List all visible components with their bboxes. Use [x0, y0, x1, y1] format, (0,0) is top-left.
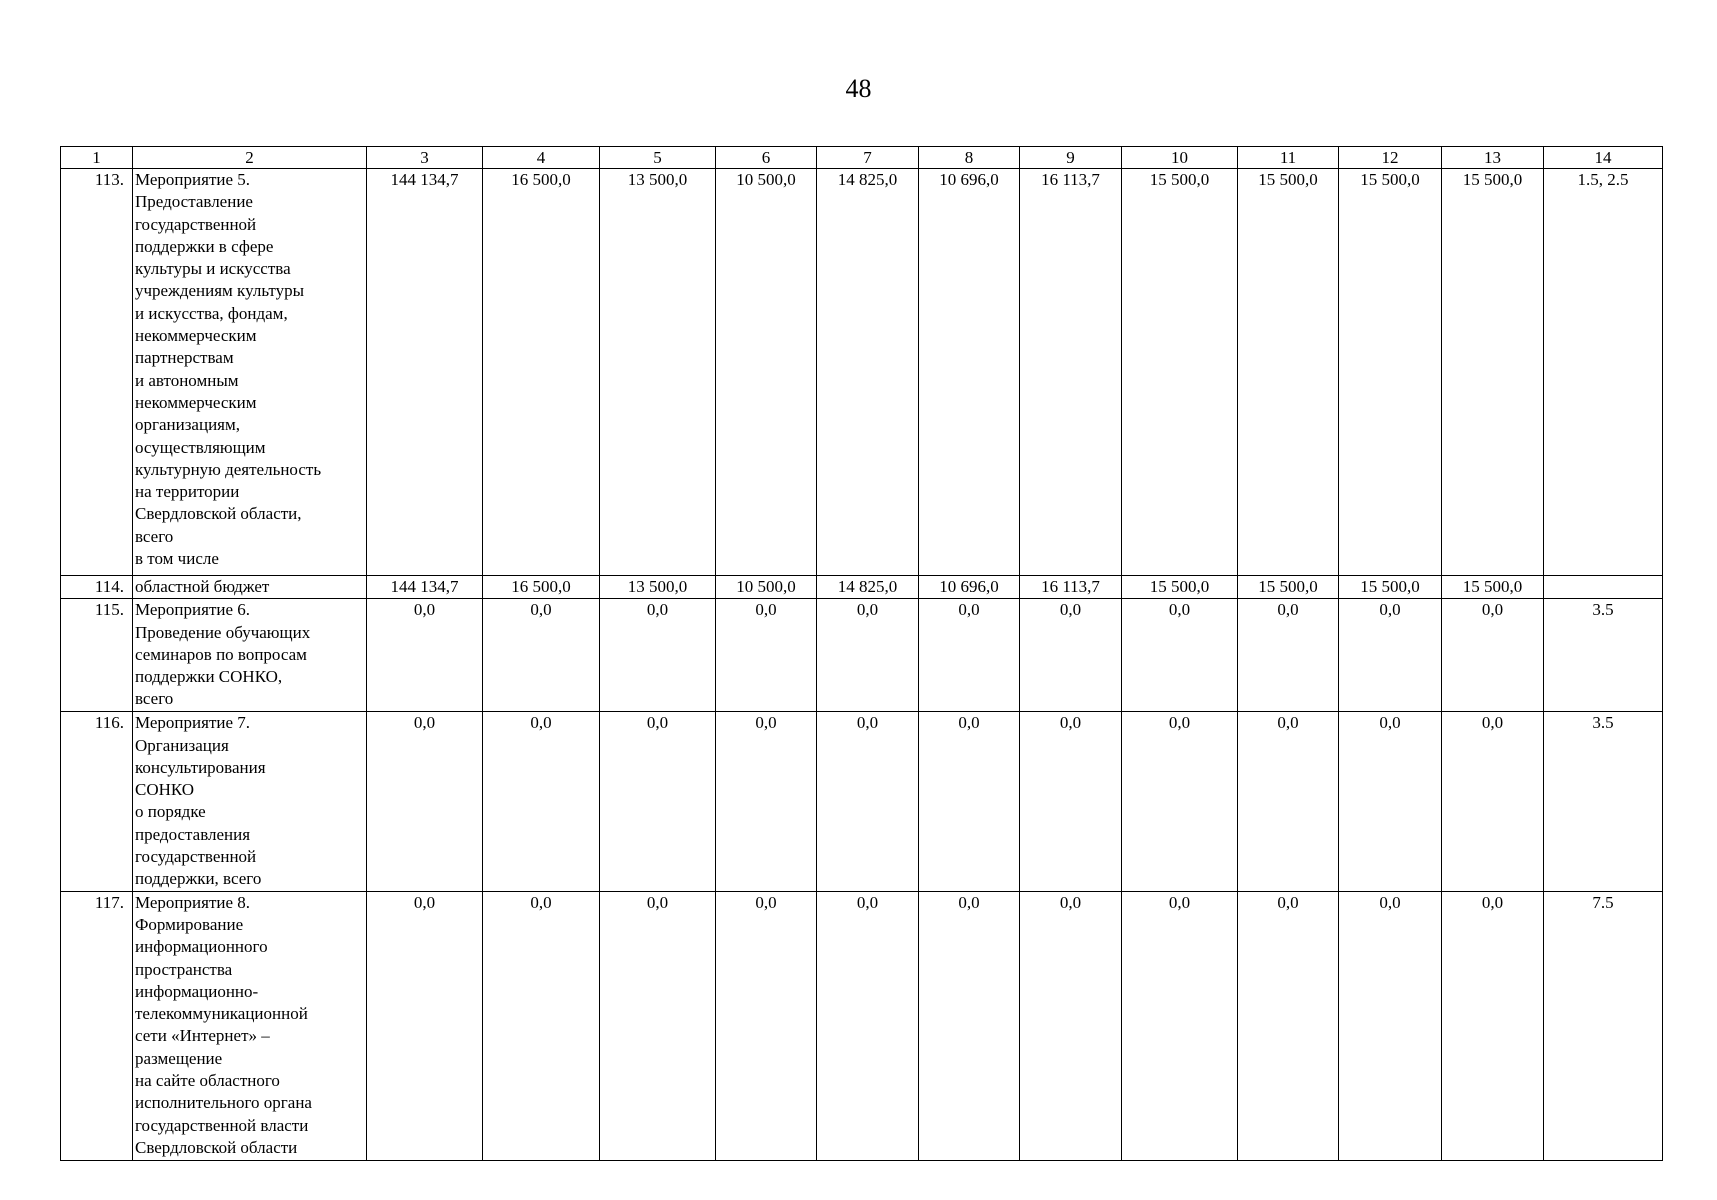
value-cell: 144 134,7 [367, 576, 483, 599]
column-number-row [61, 147, 1663, 169]
target-indicator-cell: 3.5 [1544, 712, 1663, 891]
column-header: 11 [1238, 147, 1339, 169]
target-indicator-cell [1544, 576, 1663, 599]
value-cell: 13 500,0 [600, 169, 716, 576]
value-cell: 0,0 [1238, 599, 1339, 712]
row-number: 114. [61, 576, 133, 599]
value-cell: 0,0 [1122, 891, 1238, 1160]
row-description: областной бюджет [133, 576, 367, 599]
value-cell: 0,0 [716, 712, 817, 891]
value-cell: 0,0 [919, 599, 1020, 712]
value-cell: 0,0 [1020, 712, 1122, 891]
table-row [61, 712, 1663, 891]
value-cell: 0,0 [1122, 599, 1238, 712]
column-header: 8 [919, 147, 1020, 169]
column-header: 7 [817, 147, 919, 169]
column-header: 3 [367, 147, 483, 169]
value-cell: 0,0 [483, 891, 600, 1160]
value-cell: 10 500,0 [716, 169, 817, 576]
value-cell: 10 500,0 [716, 576, 817, 599]
row-description: Мероприятие 8. Формирование информационного пространства информационно- телекоммуникационной сети «Интернет» – размещение на сайте областного исполнительного органа государственной власти Свердловской области [133, 891, 367, 1160]
value-cell: 0,0 [483, 712, 600, 891]
table-row [61, 576, 1663, 599]
value-cell: 0,0 [817, 599, 919, 712]
column-header: 10 [1122, 147, 1238, 169]
value-cell: 0,0 [600, 712, 716, 891]
column-header: 13 [1442, 147, 1544, 169]
column-header: 14 [1544, 147, 1663, 169]
target-indicator-cell: 7.5 [1544, 891, 1663, 1160]
value-cell: 0,0 [367, 599, 483, 712]
value-cell: 0,0 [600, 599, 716, 712]
column-header: 4 [483, 147, 600, 169]
value-cell: 0,0 [1442, 712, 1544, 891]
value-cell: 0,0 [1122, 712, 1238, 891]
value-cell: 14 825,0 [817, 576, 919, 599]
value-cell: 0,0 [1442, 599, 1544, 712]
target-indicator-cell: 1.5, 2.5 [1544, 169, 1663, 576]
value-cell: 15 500,0 [1339, 169, 1442, 576]
row-number: 116. [61, 712, 133, 891]
value-cell: 15 500,0 [1442, 576, 1544, 599]
value-cell: 0,0 [716, 891, 817, 1160]
row-number: 113. [61, 169, 133, 576]
value-cell: 0,0 [817, 712, 919, 891]
value-cell: 16 500,0 [483, 169, 600, 576]
page-number: 48 [845, 74, 872, 103]
value-cell: 0,0 [817, 891, 919, 1160]
value-cell: 0,0 [919, 891, 1020, 1160]
value-cell: 16 500,0 [483, 576, 600, 599]
value-cell: 15 500,0 [1238, 576, 1339, 599]
value-cell: 16 113,7 [1020, 169, 1122, 576]
budget-table [60, 146, 1663, 1161]
column-header: 5 [600, 147, 716, 169]
value-cell: 0,0 [1339, 599, 1442, 712]
row-number: 117. [61, 891, 133, 1160]
table-row [61, 891, 1663, 1160]
value-cell: 15 500,0 [1442, 169, 1544, 576]
column-header: 9 [1020, 147, 1122, 169]
value-cell: 15 500,0 [1122, 169, 1238, 576]
column-header: 1 [61, 147, 133, 169]
value-cell: 0,0 [367, 891, 483, 1160]
value-cell: 0,0 [1238, 712, 1339, 891]
value-cell: 10 696,0 [919, 169, 1020, 576]
value-cell: 10 696,0 [919, 576, 1020, 599]
value-cell: 0,0 [919, 712, 1020, 891]
row-number: 115. [61, 599, 133, 712]
table-row [61, 169, 1663, 576]
value-cell: 0,0 [1339, 712, 1442, 891]
row-description: Мероприятие 7. Организация консультирования СОНКО о порядке предоставления государственной поддержки, всего [133, 712, 367, 891]
value-cell: 0,0 [1020, 599, 1122, 712]
value-cell: 0,0 [483, 599, 600, 712]
column-header: 6 [716, 147, 817, 169]
value-cell: 0,0 [1020, 891, 1122, 1160]
value-cell: 0,0 [367, 712, 483, 891]
value-cell: 0,0 [600, 891, 716, 1160]
value-cell: 16 113,7 [1020, 576, 1122, 599]
value-cell: 13 500,0 [600, 576, 716, 599]
column-header: 12 [1339, 147, 1442, 169]
target-indicator-cell: 3.5 [1544, 599, 1663, 712]
value-cell: 14 825,0 [817, 169, 919, 576]
value-cell: 0,0 [1442, 891, 1544, 1160]
table-row [61, 599, 1663, 712]
value-cell: 0,0 [1339, 891, 1442, 1160]
value-cell: 15 500,0 [1122, 576, 1238, 599]
value-cell: 15 500,0 [1238, 169, 1339, 576]
value-cell: 0,0 [1238, 891, 1339, 1160]
row-description: Мероприятие 6. Проведение обучающих семинаров по вопросам поддержки СОНКО, всего [133, 599, 367, 712]
value-cell: 0,0 [716, 599, 817, 712]
row-description: Мероприятие 5. Предоставление государственной поддержки в сфере культуры и искусства учреждениям культуры и искусства, фондам, некоммерческим партнерствам и автономным некоммерческим организациям, осуществляющим культурную деятельность на территории Свердловской области, всего в том числе [133, 169, 367, 576]
column-header: 2 [133, 147, 367, 169]
value-cell: 15 500,0 [1339, 576, 1442, 599]
value-cell: 144 134,7 [367, 169, 483, 576]
